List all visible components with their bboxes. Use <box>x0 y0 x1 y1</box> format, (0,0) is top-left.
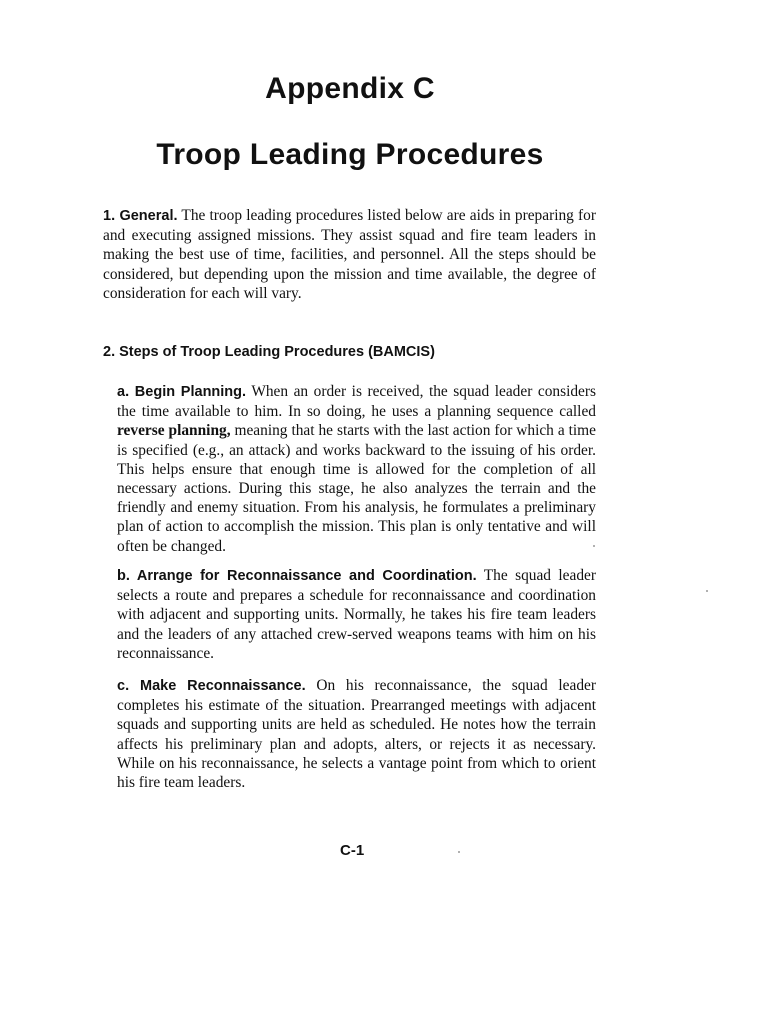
subsection-c-text: On his reconnaissance, the squad leader completes his estimate of the situation. Prearranged meetings with adjacent squads and supporting units are held as scheduled. He notes how the terrain affects his preliminary plan and adopts, alters, or rejects it as necessary. While on his reconnaissance, he selects a vantage point from which to orient his fire team leaders. <box>117 677 596 792</box>
subsection-a-text-2: meaning that he starts with the last action for which a time is specified (e.g., an attack) and works backward to the issuing of his order. This helps ensure that enough time is allowed for the completion of all necessary actions. During this stage, he also analyzes the terrain and the friendly and enemy situation. From his analysis, he formulates a preliminary plan of action to accomplish the mission. This plan is only tentative and will often be changed. <box>117 422 596 555</box>
subsection-b-text: The squad leader selects a route and prepares a schedule for reconnaissance and coordination with adjacent and supporting units. Normally, he takes his fire team leaders and the leaders of any attached crew-served weapons teams with him on his reconnaissance. <box>117 567 596 662</box>
section-general-text: The troop leading procedures listed below are aids in preparing for and executing assigned missions. They assist squad and fire team leaders in making the best use of time, facilities, and personnel. All the steps should be considered, but depending upon the mission and time available, the degree of consideration for each will vary. <box>103 207 596 302</box>
section-steps-heading: 2. Steps of Troop Leading Procedures (BAMCIS) <box>103 344 435 360</box>
subsection-c-heading: c. Make Reconnaissance. <box>117 678 306 694</box>
subsection-a-text-1: When an order is received, the squad leader considers the time available to him. In so doing, he uses a planning sequence called <box>117 383 596 421</box>
scan-speck <box>458 851 460 853</box>
section-general <box>103 206 596 303</box>
subsection-b-heading: b. Arrange for Reconnaissance and Coordination. <box>117 568 477 584</box>
reverse-planning-term: reverse planning, <box>117 422 231 440</box>
subsection-make-recon <box>117 676 596 792</box>
subsection-a-heading: a. Begin Planning. <box>117 384 247 400</box>
scan-speck <box>706 590 708 592</box>
scan-speck <box>593 545 595 547</box>
subsection-arrange-recon <box>117 566 596 663</box>
appendix-title: Appendix C <box>265 72 435 105</box>
subsection-begin-planning <box>117 382 596 556</box>
section-general-heading: 1. General. <box>103 208 178 224</box>
page-number: C-1 <box>340 842 365 859</box>
page-title: Troop Leading Procedures <box>156 138 544 171</box>
